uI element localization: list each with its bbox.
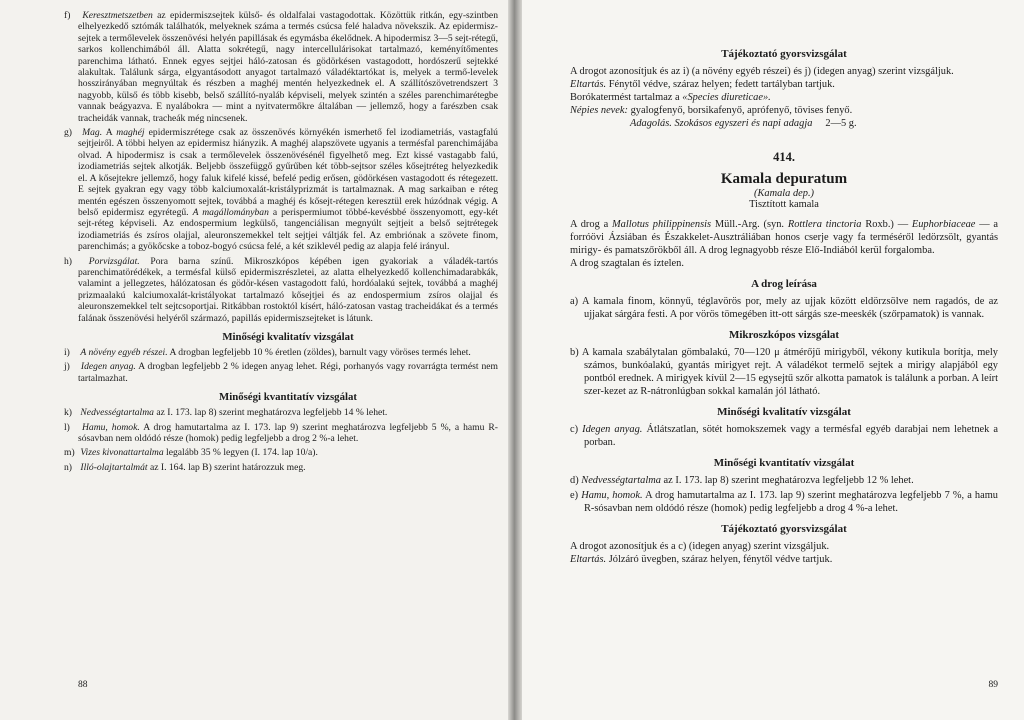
item-text: Pora barna színű. Mikroszkópos képében igen gyakoriak a váladék-tartós parenchimatörédékek, a termésfal külső epidermiszrészletei, az alatta elhelyezkedő kollenchimadarabkák, valamint a jellegzetes, hálózatosan és gödör-késen vastagodott falú, hordóalakú sejtek, továbbá a maghéj prizmaalakú kalciumoxalát-kristályokat tartalmazó kősejtjei és az endospermium zsíros olajjal és aleuronszemekkel telt sejtcsoportjai. Ritkábban rostoktól kísért, háló-zatosan vastag tracheidákat és a termés falának összenövési helyéről származó, papillás epidermiszsejteket is látunk. xyxy=(78,255,499,324)
item-k xyxy=(64,407,498,419)
item-term: Vizes kivonattartalma xyxy=(80,447,164,459)
item-e xyxy=(570,489,998,515)
item-label: k) xyxy=(64,407,72,419)
species-line xyxy=(570,91,998,104)
folk-names-term: Népies nevek: xyxy=(570,105,628,116)
monograph-abbreviation: (Kamala dep.) xyxy=(753,188,815,199)
item-i xyxy=(64,346,498,358)
heading-qualitative: Minőségi kvalitatív vizsgálat xyxy=(717,406,851,418)
item-text: A xyxy=(105,127,113,139)
item-text: A kamala finom, könnyű, téglavörös por, mely az ujjak között eldörzsölve nem ragadós, de az ujjakat sárgára festi. A por vörös tömegében itt-ott sárgás sze-meeskék (szőrpamatok) is vannak. xyxy=(581,296,998,320)
item-text: A drog hamutartalma az I. 173. lap 9) szerint meghatározva legfeljebb 5 %, a hamu R-sósavban nem oldódó része (homok) pedig legfeljebb a drog 2 %-a lehet. xyxy=(78,421,498,444)
item-term: Hamu, homok. xyxy=(581,490,643,501)
synonym-name: Rottlera tinctoria xyxy=(787,219,862,230)
item-text: az I. 173. lap 8) szerint meghatározva legfeljebb 14 % lehet. xyxy=(156,407,388,419)
item-term: maghéj xyxy=(116,127,145,139)
folk-names-line xyxy=(570,104,998,117)
item-text: A kamala szabálytalan gömbalakú, 70—120 μ átmérőjű mirigyből, vékony kutikula borítja, mely számos, bunkóalakú, gyantás mirigyet rejt. A váladékot termelő sejtek a mirigy alapjából egy pontból erednek. A mirigyek kívül 2—15 egysejtű szőr alkotta pamatok is találunk a porban. A leírt szer-kezet az R-nátronlúgban sokkal kamalán jól látható. xyxy=(581,347,998,397)
species-text: Borókatermést tartalmaz a xyxy=(570,92,680,103)
monograph-number: 414. xyxy=(773,150,795,164)
item-text: legalább 35 % legyen (I. 174. lap 10/a). xyxy=(166,447,318,459)
item-term: Nedvességtartalma xyxy=(581,475,661,486)
item-text: az epidermiszsejtek külső- és oldalfalai vastagodottak. Közöttük ritkán, egy-szintben elhelyezkedő sztómák találhatók, melyeknek száma a termés csúcsa felé haladva növekszik. Az epidermisz-sejtek a termőlevelek összenövési helyén papillásak és egymásba ékelődnek. A hipodermisz 3—5 sejt-rétegű, sarkos kollenchimából áll. Alatta sokrétegű, nagy intercellulárisokat tartalmazó, keményítőmentes parenchima látható. Ennek egyes sejtjei háló-zatosan és gödörkésen vastagodott, hordószerű sejtekké alakultak. Találunk sárga, elgyantásodott anyagot tartalmazó váladéktartókat is, melyek a termő-levelek hosszirányában megnyúltak és részben a maghéj mentén helyezkednek el. A szállítószövetrendszert 3 nagyobb, külső és több kisebb, belső szállító-nyaláb képviseli, melyek szintén a széles parenchimarétegbe vannak beágyazva. E nyalábokra — mint a nyitvatermőkre általában — jellemző, hogy a farészben csak tracheidák vannak, tracheák még nincsenek. xyxy=(78,10,498,124)
item-label: h) xyxy=(64,255,72,267)
heading-microscopic: Mikroszkópos vizsgálat xyxy=(728,329,840,341)
intro-text: Roxb.) — xyxy=(865,219,909,230)
intro-text: — a forróövi Ázsiában és Északkelet-Ausztráliában honos cserje vagy fa terméséről ledörzsölt, gyantás mirigy- és pamatszőrökből áll. A drog legnagyobb része Elő-Indiából kerül forgalomba. xyxy=(570,219,998,256)
item-text: A drogban legfeljebb 10 % éretlen (zöldes), barnult vagy vöröses termés lehet. xyxy=(169,346,471,358)
heading-quantitative: Minőségi kvantitatív vizsgálat xyxy=(219,391,357,404)
storage-text: Jólzáró üvegben, száraz helyen, fénytől védve tartjuk. xyxy=(608,554,833,565)
dosage-term: Adagolás. Szokásos egyszeri és napi adagja xyxy=(630,118,813,129)
item-b xyxy=(570,346,998,398)
heading-quick-test: Tájékoztató gyorsvizsgálat xyxy=(721,523,847,535)
item-term: Mag. xyxy=(82,127,103,139)
paragraph-g xyxy=(64,127,499,253)
item-c xyxy=(570,423,998,449)
monograph-hungarian-name: Tisztított kamala xyxy=(749,199,819,210)
paragraph-f xyxy=(64,10,498,124)
item-text: a perispermiumot többé-kevésbbé összenyomott, egy-két sejt-réteg képviseli. Az endospermium legkülső, tangenciálisan megnyúlt sejtjeit a belső sejtrétegek izodiametriás és zsíros olajjal, aleuronszemekkel telt sejtjei váltják fel. Az embriónak a szövete finom, parenchimás; a gyökőcske a toboz-bogyó csúcsa felé, a két sziklevél pedig az alapja felé irányul. xyxy=(78,206,499,253)
family-name: Euphorbiaceae xyxy=(911,219,976,230)
quick-test-text: A drogot azonosítjuk és az i) (a növény egyéb részei) és j) (idegen anyag) szerint vizsgáljuk. xyxy=(570,66,954,77)
item-term: Idegen anyag. xyxy=(582,424,643,435)
item-label: m) xyxy=(64,447,75,459)
intro-note: A drog szagtalan és íztelen. xyxy=(570,258,684,269)
storage-term: Eltartás. xyxy=(570,554,607,565)
paragraph-h xyxy=(64,255,499,324)
item-label: c) xyxy=(570,424,579,435)
storage-text: Fénytől védve, száraz helyen; fedett tartályban tartjuk. xyxy=(608,79,835,90)
quick-test-text: A drogot azonosítjuk és a c) (idegen anyag) szerint vizsgáljuk. xyxy=(570,541,830,552)
item-term: A magállományban xyxy=(192,206,269,218)
storage-line xyxy=(570,78,998,91)
page-number: 88 xyxy=(78,680,88,690)
item-term: Illó-olajtartalmát xyxy=(80,461,148,473)
item-j xyxy=(64,361,498,384)
heading-quantitative: Minőségi kvantitatív vizsgálat xyxy=(713,457,855,469)
item-label: n) xyxy=(64,461,72,473)
item-label: f) xyxy=(64,10,71,21)
folk-names-text: gyalogfenyő, borsikafenyő, aprófenyő, tövises fenyő. xyxy=(630,105,853,116)
item-label: g) xyxy=(64,127,72,139)
item-label: i) xyxy=(64,346,70,358)
item-text: epidermiszrétege csak az összenövés környékén ismerhető fel izodiametriás, vastagfalú sejtjeiről. A többi helyen az epidermisz hiányzik. A maghéj alapszövete ugyanis a termésfal parenchimájába olvad. A hipodermisz is csak a termőlevelek összenövésénél figyelhető meg. Ezt kissé vastagabb falú, izodiametriás sejtek alkotják. Beljebb összefüggő gyűrűben két több-sejtsor széles kősejtréteg helyezkedik el. A kősejtekre jellemző, hogy faluk kifelé kissé, befelé pedig erősen, gödörkésen vastagodott és rétegezett. E sejtek gyakran egy vagy több kalciumoxalát-kristályprizmát is tartalmaznak. A mag sarkaiban e réteg mentén egészen összenyomott sejtek, továbbá a maghéj és kősejt-rétegen keresztül erek húzódnak végig. A belső epidermisz egyrétegű. xyxy=(78,127,498,218)
item-term: Porvizsgálat. xyxy=(88,255,140,267)
item-n xyxy=(64,461,498,473)
item-label: e) xyxy=(570,490,579,501)
item-text: A drog hamutartalma az I. 173. lap 9) szerint meghatározva legfeljebb 7 %, a hamu R-sósavban nem oldódó része (homok) pedig legfeljebb a drog 4 %-a lehet. xyxy=(584,490,998,514)
item-term: Idegen anyag. xyxy=(80,361,136,373)
item-text: az I. 173. lap 8) szerint meghatározva legfeljebb 12 % lehet. xyxy=(663,475,914,486)
intro-paragraph xyxy=(570,218,998,257)
dosage-value: 2—5 g. xyxy=(825,118,857,129)
species-name: «Species diureticae». xyxy=(682,92,771,103)
item-term: A növény egyéb részei. xyxy=(80,346,168,358)
heading-qualitative: Minőségi kvalitatív vizsgálat xyxy=(222,330,354,343)
item-term: Hamu, homok. xyxy=(81,421,140,433)
page-number: 89 xyxy=(988,680,998,690)
item-text: A drogban legfeljebb 2 % idegen anyag lehet. Régi, porhanyós vagy rovarrágta termést nem tartalmazhat. xyxy=(78,361,498,384)
item-text: Átlátszatlan, sötét homokszemek vagy a termésfal egyéb darabjai nem lehetnek a porban. xyxy=(584,424,998,448)
species-name: Mallotus philippinensis xyxy=(612,219,712,230)
intro-text: A drog a xyxy=(570,219,609,230)
item-l xyxy=(64,421,498,445)
storage-term: Eltartás. xyxy=(570,79,607,90)
item-a xyxy=(570,295,998,321)
storage-line xyxy=(570,553,998,566)
item-label: d) xyxy=(570,475,579,486)
intro-text: Müll.-Arg. (syn. xyxy=(714,219,785,230)
item-m xyxy=(64,447,498,459)
item-d xyxy=(570,474,998,487)
heading-quick-test: Tájékoztató gyorsvizsgálat xyxy=(721,48,847,60)
monograph-title: Kamala depuratum xyxy=(720,171,848,187)
item-label: a) xyxy=(570,296,579,307)
item-label: b) xyxy=(570,347,579,358)
item-label: l) xyxy=(64,421,70,433)
item-term: Nedvességtartalma xyxy=(80,407,154,419)
item-label: j) xyxy=(64,361,70,373)
item-text: az I. 164. lap B) szerint határozzuk meg. xyxy=(149,461,306,473)
heading-description: A drog leírása xyxy=(751,278,817,290)
dosage-line xyxy=(570,117,998,130)
right-page xyxy=(522,0,1024,720)
item-term: Keresztmetszetben xyxy=(82,10,153,21)
